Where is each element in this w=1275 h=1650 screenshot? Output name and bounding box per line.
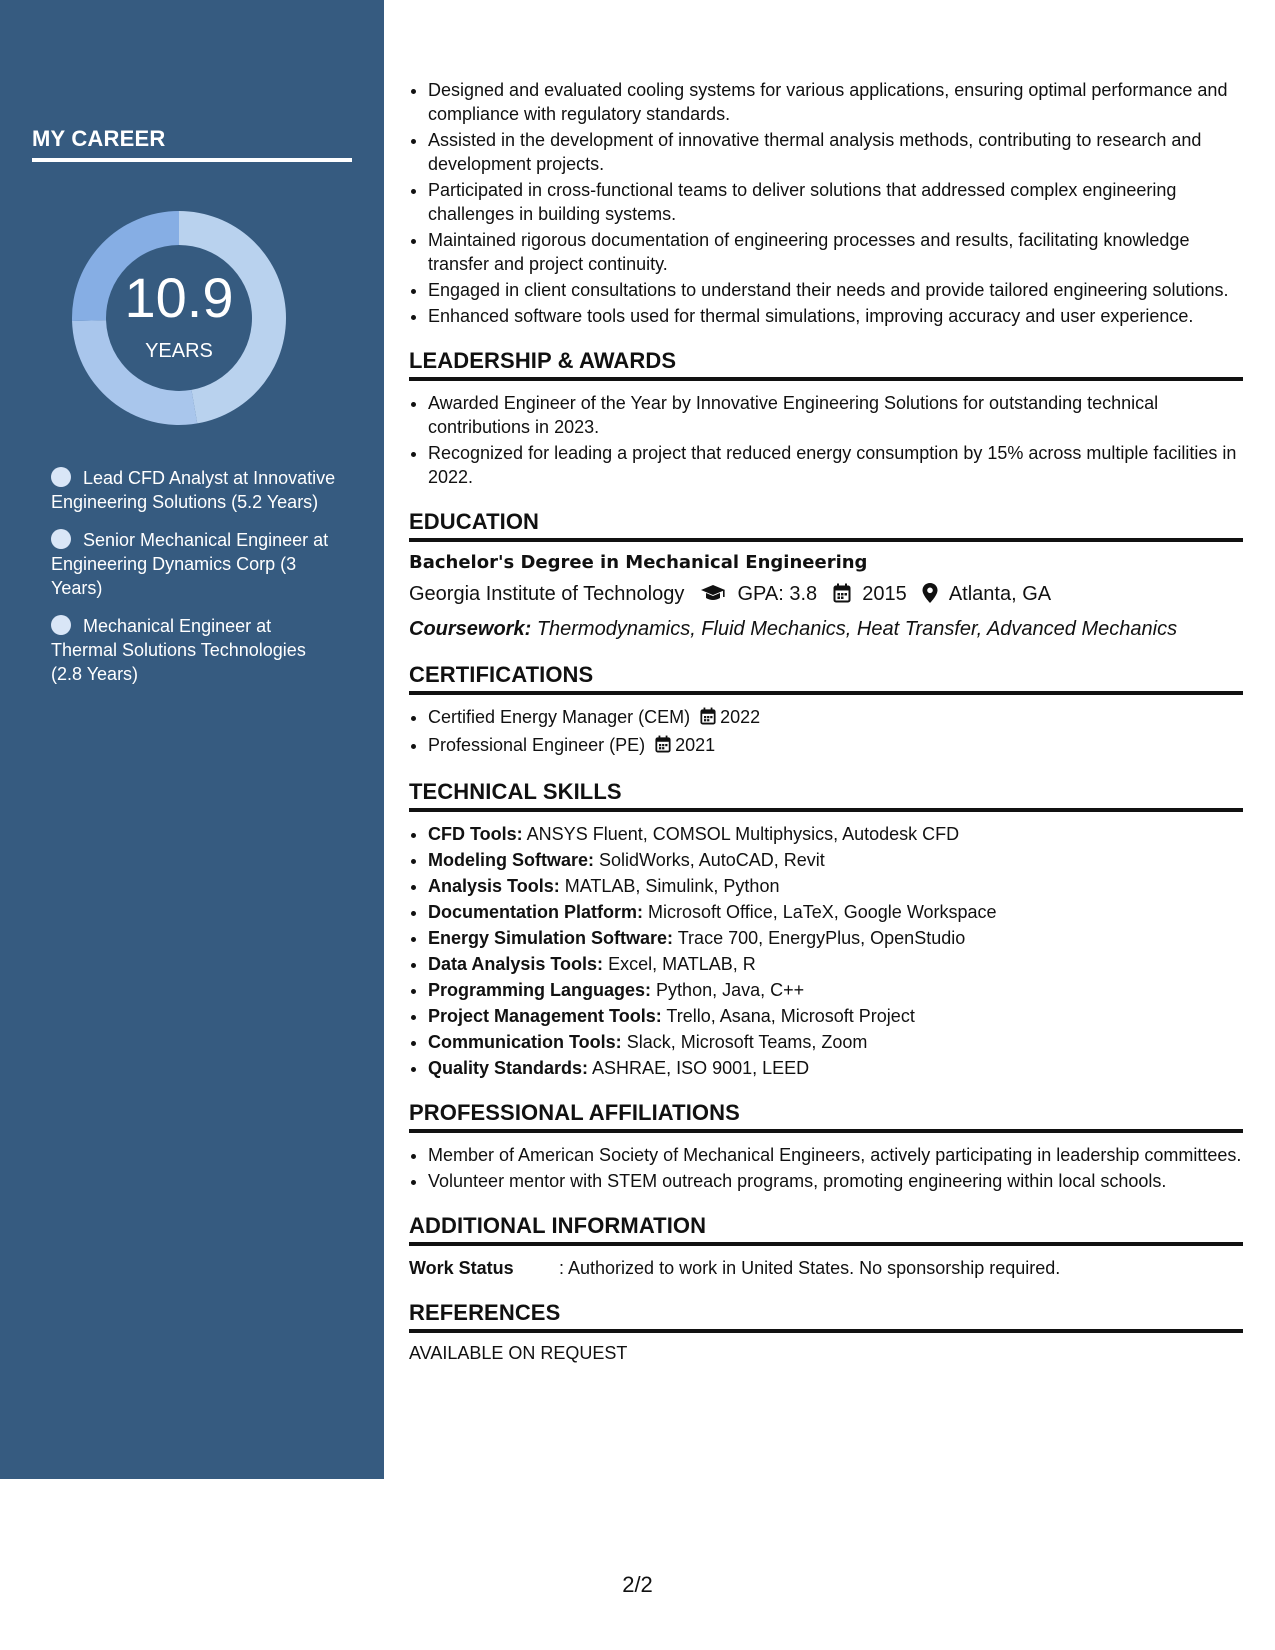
- skill-item: [428, 952, 1243, 976]
- bullet-dot-icon: [51, 467, 71, 487]
- skill-item: [428, 900, 1243, 924]
- skill-value: Trello, Asana, Microsoft Project: [666, 1006, 915, 1026]
- experience-bullet: • Engaged in client consultations to understand their needs and provide tailored engineering solutions.: [428, 278, 1243, 302]
- skill-value: Microsoft Office, LaTeX, Google Workspace: [648, 902, 997, 922]
- skill-value: MATLAB, Simulink, Python: [564, 876, 780, 896]
- skill-label: Communication Tools:: [428, 1032, 622, 1052]
- skill-value: SolidWorks, AutoCAD, Revit: [599, 850, 825, 870]
- additional-section: [409, 1213, 1243, 1280]
- certifications-section: [409, 662, 1243, 759]
- references-section: [409, 1300, 1243, 1364]
- skill-value: Slack, Microsoft Teams, Zoom: [626, 1032, 868, 1052]
- section-title: LEADERSHIP & AWARDS: [409, 348, 1243, 381]
- section-title: PROFESSIONAL AFFILIATIONS: [409, 1100, 1243, 1133]
- career-item: [51, 528, 341, 600]
- donut-segment: [72, 320, 197, 425]
- career-heading: MY CAREER: [32, 126, 352, 162]
- skill-value: Excel, MATLAB, R: [608, 954, 756, 974]
- experience-bullet: • Assisted in the development of innovative thermal analysis methods, contributing to research and development projects.: [428, 128, 1243, 176]
- career-list: [51, 466, 341, 700]
- skill-label: Data Analysis Tools:: [428, 954, 604, 974]
- education-details: [409, 581, 1243, 610]
- references-text: AVAILABLE ON REQUEST: [409, 1343, 628, 1363]
- section-title: EDUCATION: [409, 509, 1243, 542]
- section-title: REFERENCES: [409, 1300, 1243, 1333]
- skill-label: Analysis Tools:: [428, 876, 560, 896]
- section-title: ADDITIONAL INFORMATION: [409, 1213, 1243, 1246]
- skill-value: Python, Java, C++: [656, 980, 805, 1000]
- experience-bullet: • Designed and evaluated cooling systems for various applications, ensuring optimal performance and compliance with regulatory standards.: [428, 78, 1243, 126]
- certification-item: [428, 733, 1243, 759]
- career-item: [51, 614, 341, 686]
- skill-value: ANSYS Fluent, COMSOL Multiphysics, Autodesk CFD: [526, 824, 960, 844]
- skill-item: [428, 822, 1243, 846]
- main-content: [409, 78, 1243, 1364]
- education-section: [409, 509, 1243, 642]
- section-title: TECHNICAL SKILLS: [409, 779, 1243, 812]
- bullet-dot-icon: [51, 529, 71, 549]
- skill-item: [428, 874, 1243, 898]
- experience-bullets: [409, 78, 1243, 328]
- work-status-row: [409, 1256, 1243, 1280]
- skill-value: Trace 700, EnergyPlus, OpenStudio: [677, 928, 966, 948]
- career-item-text: Lead CFD Analyst at Innovative Engineering Solutions (5.2 Years): [51, 468, 336, 512]
- work-status-label: Work Status: [409, 1258, 514, 1278]
- career-item-text: Mechanical Engineer at Thermal Solutions Technologies (2.8 Years): [51, 616, 306, 684]
- certification-name: Certified Energy Manager (CEM): [428, 707, 691, 727]
- leadership-item: • Awarded Engineer of the Year by Innovative Engineering Solutions for outstanding technical contributions in 2023.: [428, 391, 1243, 439]
- affiliation-item: • Member of American Society of Mechanical Engineers, actively participating in leadership committees.: [428, 1143, 1243, 1167]
- certification-year: 2021: [675, 735, 716, 755]
- affiliations-list: [409, 1143, 1243, 1193]
- skill-label: Project Management Tools:: [428, 1006, 662, 1026]
- skill-label: Energy Simulation Software:: [428, 928, 674, 948]
- skill-value: ASHRAE, ISO 9001, LEED: [592, 1058, 810, 1078]
- total-years-unit: YEARS: [145, 340, 213, 362]
- skill-label: CFD Tools:: [428, 824, 523, 844]
- certification-item: [428, 705, 1243, 731]
- graduation-year: 2015: [862, 583, 907, 605]
- experience-bullet: • Enhanced software tools used for thermal simulations, improving accuracy and user experience.: [428, 304, 1243, 328]
- skill-item: [428, 1030, 1243, 1054]
- experience-bullet: • Maintained rigorous documentation of engineering processes and results, facilitating knowledge transfer and project continuity.: [428, 228, 1243, 276]
- leadership-list: [409, 391, 1243, 489]
- leadership-section: [409, 348, 1243, 489]
- calendar-icon: [700, 707, 716, 731]
- calendar-icon: [833, 583, 851, 610]
- skill-label: Programming Languages:: [428, 980, 652, 1000]
- bullet-dot-icon: [51, 615, 71, 635]
- coursework-list: Thermodynamics, Fluid Mechanics, Heat Transfer, Advanced Mechanics: [536, 618, 1178, 640]
- skill-item: [428, 1056, 1243, 1080]
- gpa: GPA: 3.8: [737, 583, 818, 605]
- total-years-number: 10.9: [124, 266, 234, 329]
- skills-list: [409, 822, 1243, 1080]
- work-status-value: : Authorized to work in United States. No sponsorship required.: [559, 1258, 1061, 1278]
- graduation-cap-icon: [700, 583, 726, 610]
- certification-name: Professional Engineer (PE): [428, 735, 646, 755]
- section-title: CERTIFICATIONS: [409, 662, 1243, 695]
- school-location: Atlanta, GA: [948, 583, 1052, 605]
- skill-item: [428, 926, 1243, 950]
- sidebar: [0, 0, 384, 1479]
- skill-label: Quality Standards:: [428, 1058, 589, 1078]
- skill-label: Modeling Software:: [428, 850, 594, 870]
- career-item: [51, 466, 341, 514]
- coursework: [409, 616, 1243, 642]
- leadership-item: • Recognized for leading a project that reduced energy consumption by 15% across multiple facilities in 2022.: [428, 441, 1243, 489]
- location-pin-icon: [922, 583, 938, 610]
- certification-year: 2022: [720, 707, 761, 727]
- school-name: Georgia Institute of Technology: [409, 583, 685, 605]
- skill-label: Documentation Platform:: [428, 902, 644, 922]
- skill-item: [428, 848, 1243, 872]
- certifications-list: [409, 705, 1243, 759]
- skill-item: [428, 1004, 1243, 1028]
- calendar-icon: [655, 735, 671, 759]
- career-item-text: Senior Mechanical Engineer at Engineering Dynamics Corp (3 Years): [51, 530, 329, 598]
- affiliation-item: • Volunteer mentor with STEM outreach programs, promoting engineering within local schools.: [428, 1169, 1243, 1193]
- skills-section: [409, 779, 1243, 1080]
- affiliations-section: [409, 1100, 1243, 1193]
- coursework-label: Coursework:: [409, 618, 532, 640]
- experience-bullet: • Participated in cross-functional teams to deliver solutions that addressed complex engineering challenges in building systems.: [428, 178, 1243, 226]
- skill-item: [428, 978, 1243, 1002]
- page-number: 2/2: [622, 1572, 653, 1597]
- degree-title: Bachelor's Degree in Mechanical Engineering: [409, 552, 868, 573]
